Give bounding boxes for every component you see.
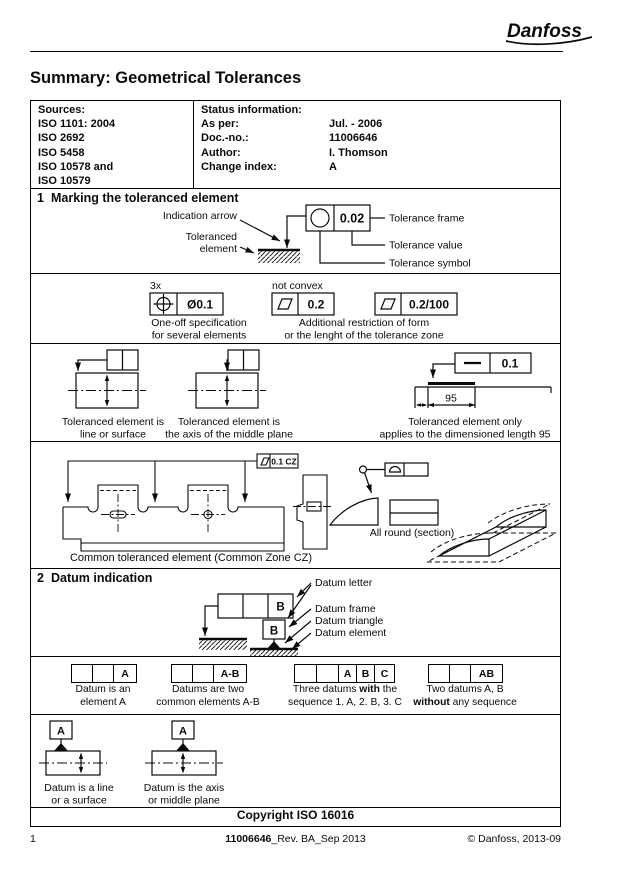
danfoss-logo xyxy=(502,12,597,54)
datum-letter-label: Datum letter xyxy=(315,577,373,589)
datum-line-surface-drawing xyxy=(39,721,107,775)
source-item: ISO 2692 xyxy=(38,132,85,145)
all-round-drawing xyxy=(330,463,438,525)
datum-frame-single xyxy=(71,664,137,683)
datum-letter: A-B xyxy=(220,667,240,680)
section1-heading: 1 Marking the toleranced element xyxy=(37,191,239,205)
tolerance-value: 0.1 CZ xyxy=(271,456,297,467)
side-view xyxy=(293,475,333,549)
position-symbol-icon xyxy=(154,294,174,314)
caption: Three datums with the sequence 1. A, 2. B, 3. C xyxy=(288,684,402,708)
common-zone-diagram xyxy=(31,442,559,567)
dimension-arrowhead xyxy=(181,767,185,774)
specification-frames-diagram xyxy=(31,274,559,342)
source-item: ISO 10578 and xyxy=(38,160,114,173)
flatness-symbol-icon xyxy=(261,458,269,465)
row-copyright xyxy=(31,808,560,824)
caption: Datums are two common elements A-B xyxy=(156,684,260,708)
hatched-surface xyxy=(258,251,300,263)
caption: Toleranced element is xyxy=(61,416,165,428)
caption: or middle plane xyxy=(148,794,220,807)
caption: the axis of the middle plane xyxy=(165,428,293,440)
datum-letter: C xyxy=(380,667,389,680)
not-convex-label: not convex xyxy=(272,280,323,292)
dimension-arrowhead xyxy=(428,403,434,407)
row-section1 xyxy=(31,189,560,274)
flatness-symbol-icon xyxy=(381,299,395,309)
dimension-value: 95 xyxy=(445,392,457,405)
row-specifications xyxy=(31,274,560,344)
tolerance-value: 0.1 xyxy=(501,356,519,371)
section2-heading: 2 Datum indication xyxy=(37,571,153,585)
dimension-arrowhead xyxy=(105,400,109,407)
source-item: ISO 10579 xyxy=(38,175,91,188)
source-item: ISO 5458 xyxy=(38,146,85,159)
circularity-symbol-icon xyxy=(311,209,329,227)
header-rule xyxy=(30,51,563,52)
dimension-arrowhead xyxy=(225,375,229,382)
tolerance-value-label: Tolerance value xyxy=(389,239,463,252)
section1-diagram xyxy=(31,189,559,272)
status-row: As per: Jul. - 2006 xyxy=(201,118,383,131)
dimension-arrowhead xyxy=(79,753,83,760)
datum-triangle-icon xyxy=(54,743,68,751)
page-title: Summary: Geometrical Tolerances xyxy=(30,69,302,87)
document-reference: 11006646_Rev. BA_Sep 2013 xyxy=(225,833,366,845)
common-zone-part xyxy=(63,454,298,551)
caption: for several elements xyxy=(151,329,247,342)
row-common-zone xyxy=(31,442,560,569)
dimension-arrowhead xyxy=(416,403,421,406)
datum-frame-sequence xyxy=(294,664,395,683)
row-datum-frames xyxy=(31,657,560,715)
flatness-symbol-icon xyxy=(278,299,292,309)
datum-frame-no-sequence xyxy=(428,664,503,683)
dimension-arrowhead xyxy=(225,400,229,407)
danfoss-logo-text: Danfoss xyxy=(507,21,582,42)
page-number: 1 xyxy=(30,833,36,845)
datum-examples-diagram xyxy=(31,715,559,807)
toleranced-element-label: Toleranced xyxy=(185,231,237,243)
datum-letter: B xyxy=(276,601,285,614)
caption: One-off specification xyxy=(151,317,247,329)
caption: Additional restriction of form xyxy=(298,317,430,329)
dimension-arrowhead xyxy=(422,403,427,406)
caption: Datum is the axis xyxy=(143,782,225,794)
hatched-surface xyxy=(250,650,298,656)
copyright-danfoss: © Danfoss, 2013-09 xyxy=(467,833,561,845)
tolerance-value: 0.2 xyxy=(307,297,325,312)
toleranced-elements-diagram xyxy=(31,344,559,440)
datum-letter: A xyxy=(121,667,129,680)
status-title: Status information: xyxy=(201,104,302,116)
sources-cell xyxy=(31,101,194,188)
row-section2 xyxy=(31,569,560,657)
datum-triangle-label: Datum triangle xyxy=(315,615,384,627)
caption: All round (section) xyxy=(369,527,455,539)
hatched-surface xyxy=(199,640,247,650)
toleranced-element-label: element xyxy=(199,243,237,255)
tolerance-value: Ø0.1 xyxy=(186,297,214,312)
count-label: 3x xyxy=(150,280,162,292)
indication-arrow-label: Indication arrow xyxy=(162,210,237,222)
datum-triangle-icon xyxy=(176,743,190,751)
source-item: ISO 1101: 2004 xyxy=(38,118,116,131)
status-row: Change index: A xyxy=(201,160,337,173)
main-table xyxy=(30,100,561,827)
datum-letter: A xyxy=(179,725,187,738)
caption: or a surface xyxy=(51,794,107,807)
datum-letter: B xyxy=(269,625,279,638)
all-round-circle-icon xyxy=(360,466,367,473)
caption: Toleranced element is xyxy=(177,416,281,428)
datum-frame-label: Datum frame xyxy=(315,603,376,615)
datum-letter: B xyxy=(357,665,375,682)
profile-symbol-icon xyxy=(390,467,401,473)
datum-letter: A xyxy=(339,665,357,682)
tolerance-frame-label: Tolerance frame xyxy=(389,212,465,225)
caption: Datum is a line xyxy=(44,782,114,794)
copyright-notice: Copyright ISO 16016 xyxy=(236,808,355,822)
datum-triangle-icon xyxy=(267,641,281,649)
caption: Common toleranced element (Common Zone CZ) xyxy=(69,552,313,564)
caption: Datum is an element A xyxy=(75,684,131,708)
tolerance-value: 0.2/100 xyxy=(408,297,450,312)
caption: Toleranced element only xyxy=(408,416,522,428)
caption: line or surface xyxy=(80,428,146,440)
row-datum-examples xyxy=(31,715,560,808)
sources-title: Sources: xyxy=(38,104,86,116)
datum-drawing xyxy=(199,583,311,649)
datum-anatomy-diagram xyxy=(31,569,559,656)
dimension-arrowhead xyxy=(105,375,109,382)
dimension-arrowhead xyxy=(79,767,83,774)
caption: Two datums A, B without any sequence xyxy=(413,684,517,708)
dimension-arrowhead xyxy=(469,403,475,407)
caption: applies to the dimensioned length 95 xyxy=(379,428,551,440)
caption: or the lenght of the tolerance zone xyxy=(284,329,444,342)
status-row: Author: I. Thomson xyxy=(201,146,388,159)
datum-element-label: Datum element xyxy=(315,627,387,639)
row-info xyxy=(31,101,560,189)
datum-letter: AB xyxy=(478,667,495,680)
dimension-arrowhead xyxy=(181,753,185,760)
status-row: Doc.-no.: 11006646 xyxy=(201,132,378,145)
datum-frame-common xyxy=(171,664,247,683)
tolerance-value: 0.02 xyxy=(339,211,365,226)
datum-letter: A xyxy=(57,725,65,738)
status-cell xyxy=(194,101,560,188)
row-toleranced-elements xyxy=(31,344,560,442)
tolerance-symbol-label: Tolerance symbol xyxy=(389,257,471,270)
diagram-dimensioned-length xyxy=(415,353,551,408)
